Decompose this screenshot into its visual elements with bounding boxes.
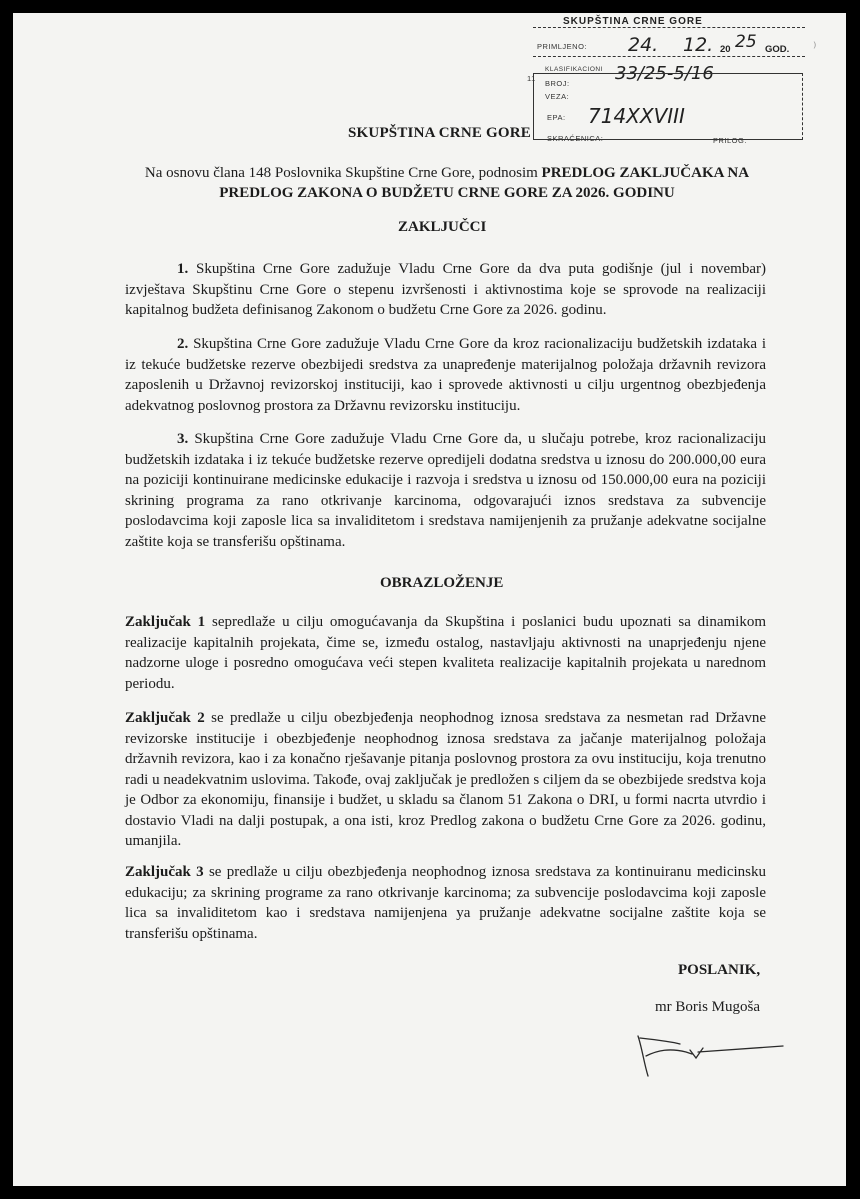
explanation-text: se predlaže u cilju obezbjeđenja neophodnog iznosa sredstava za kontinuiranu medicinsku edukaciju; za skrining programe za rano otkrivanje karcinoma; za subvencije poslodavcima koji zaposle lica sa invaliditetom kao i sredstava namijenjena ya pružanje adekvatne socijalne zaštite koja se transferišu opštinama. bbox=[125, 864, 766, 942]
stamp-skracenica-label: SKRAĆENICA: bbox=[547, 134, 604, 143]
intro-bold: PREDLOG ZAKLJUČAKA NA PREDLOG ZAKONA O BUDŽETU CRNE GORE ZA 2026. GODINU bbox=[219, 165, 750, 201]
conclusion-number: 1. bbox=[177, 261, 189, 277]
stamp-year-suffix: 25 bbox=[735, 32, 757, 52]
conclusion-item bbox=[125, 334, 766, 416]
margin-mark: ⁾ bbox=[813, 40, 817, 56]
registry-stamp bbox=[527, 16, 805, 156]
explanation-heading: OBRAZLOŽENJE bbox=[380, 575, 504, 591]
explanation-item bbox=[125, 612, 766, 694]
page-title: SKUPŠTINA CRNE GORE bbox=[348, 125, 532, 141]
stamp-klasifikacioni-label: KLASIFIKACIONI bbox=[545, 66, 603, 73]
stamp-broj-label: BROJ: bbox=[545, 79, 570, 88]
stamp-primljeno-label: PRIMLJENO: bbox=[537, 42, 588, 51]
signature-title: POSLANIK, bbox=[678, 962, 761, 978]
conclusion-item bbox=[125, 259, 766, 321]
intro-plain: Na osnovu člana 148 Poslovnika Skupštine Crne Gore, podnosim bbox=[144, 165, 538, 181]
explanation-text: sepredlaže u cilju omogućavanja da Skupština i poslanici budu upoznati sa dinamikom realizacije kapitalnih projekata, čime se, između ostalog, nastavljaju aktivnosti na unaprjeđenju njene nadzorne uloge i posredno omogućava veći stepen kvaliteta realizacije kapitalnih projekata u narednom periodu. bbox=[125, 614, 767, 692]
conclusion-number: 3. bbox=[177, 431, 189, 447]
stamp-line bbox=[533, 56, 805, 57]
stamp-row-prefix: 11 bbox=[527, 74, 536, 83]
stamp-veza-label: VEZA: bbox=[545, 92, 570, 101]
conclusions-heading: ZAKLJUČCI bbox=[398, 219, 487, 235]
explanation-text: se predlaže u cilju obezbjeđenja neophodnog iznosa sredstava za nesmetan rad Državne revizorske institucije i obezbjeđenje neophodnog iznosa sredstava za jačanje materijalnog položaja državnih revizora, kao i za konačno rješavanje pitanja poslovnog prostora za ovu instituciju, koja trenutno radi u neadekvatnim uslovima. Takođe, ovaj zaključak je predložen s ciljem da se obezbijede sredstva koja je Odbor za ekonomiju, finansije i budžet, u skladu sa članom 51 Zakona o DRI, u formi nacrta utvrdio i dostavio Vladi na dalji postupak, a ona isti, kroz Predlog zakona o budžetu Crne Gore za 2026. godinu, umanjila. bbox=[125, 710, 766, 849]
stamp-date-day: 24. bbox=[628, 34, 659, 56]
stamp-header: SKUPŠTINA CRNE GORE bbox=[563, 16, 703, 27]
explanation-label: Zaključak 3 bbox=[125, 864, 204, 880]
conclusion-text: Skupština Crne Gore zadužuje Vladu Crne Gore da kroz racionalizaciju budžetskih izdataka i iz tekuće budžetske rezerve obezbijedi sredstva za unapređenje materijalnog položaja državnih revizora zaposlenih u Državnoj revizorskoj instituciji, kao i sprovede aktivnosti u cilju urgentnog obezbjeđenja adekvatnog poslovnog prostora za Državnu revizorsku instituciju. bbox=[125, 336, 767, 414]
stamp-line bbox=[533, 27, 805, 28]
explanation-label: Zaključak 1 bbox=[125, 614, 206, 630]
conclusion-item bbox=[125, 429, 766, 552]
conclusion-number: 2. bbox=[177, 336, 189, 352]
stamp-date-month: 12. bbox=[683, 34, 714, 56]
stamp-epa-label: EPA: bbox=[547, 113, 566, 122]
intro-paragraph bbox=[127, 163, 767, 203]
handwritten-signature bbox=[628, 1028, 788, 1083]
conclusion-text: Skupština Crne Gore zadužuje Vladu Crne Gore da, u slučaju potrebe, kroz racionalizaciju budžetskih izdataka i iz tekuće budžetske rezerve opredijeli dodatna sredstva u iznosu do 200.000,00 eura na poziciji kontinuirane medicinske edukacije i razvoja i sredstva u iznosu od 150.000,00 eura na poziciji skrining programa za rano otkrivanje karcinoma, odgovarajući iznos sredstava za subvencije poslodavcima koji zaposle lica sa invaliditetom i sredstava namijenjenih za pružanje adekvatne socijalne zaštite koja se transferišu opštinama. bbox=[125, 431, 767, 550]
conclusion-text: Skupština Crne Gore zadužuje Vladu Crne Gore da dva puta godišnje (jul i novembar) izvještava Skupštinu Crne Gore o stepenu izvršenosti i aktivnostima koje se sprovode na realizaciji kapitalnog budžeta definisanog Zakonom o budžetu Crne Gore za 2026. godinu. bbox=[125, 261, 767, 318]
stamp-epa-value: 714XXVIII bbox=[588, 104, 685, 128]
explanation-item bbox=[125, 862, 766, 944]
explanation-item bbox=[125, 708, 766, 852]
signature-name: mr Boris Mugoša bbox=[655, 999, 760, 1015]
stamp-broj-value: 33/25-5/16 bbox=[615, 63, 714, 84]
stamp-prilog-label: PRILOG: bbox=[713, 136, 747, 145]
stamp-god-label: GOD. bbox=[765, 44, 790, 55]
stamp-year-prefix: 20 bbox=[720, 44, 731, 55]
explanation-label: Zaključak 2 bbox=[125, 710, 205, 726]
